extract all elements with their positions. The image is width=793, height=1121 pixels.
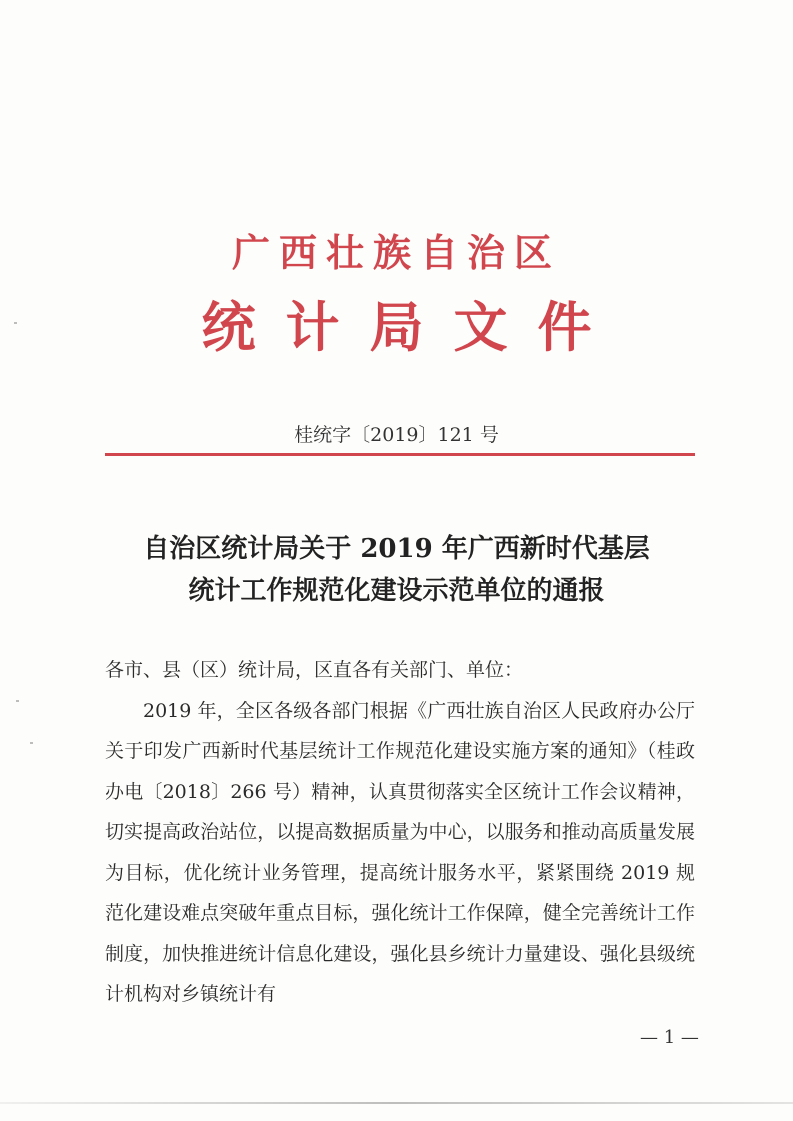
page-number: — 1 — [640,1027,699,1048]
body-paragraph: 2019 年，全区各级各部门根据《广西壮族自治区人民政府办公厅关于印发广西新时代基层统计工作规范化建设实施方案的通知》（桂政办电〔2018〕266 号）精神，认真贯彻落实全区统计工作会议精神，切实提高政治站位，以提高数据质量为中心，以服务和推动高质量发展为目标，优化统计业务管理，提高统计服务水平，紧紧围绕 2019 规范化建设难点突破年重点目标，强化统计工作保障，健全完善统计工作制度，加快推进统计信息化建设，强化县乡统计力量建设、强化县级统计机构对乡镇统计有 [105,699,695,1005]
issuer-region-heading: 广西壮族自治区 [231,230,561,275]
document-body [105,650,695,1015]
scan-speck [16,700,19,702]
title-line-1: 自治区统计局关于 2019 年广西新时代基层 [143,534,650,564]
scan-speck [30,742,33,744]
red-separator-line [105,453,695,456]
document-title [0,528,793,612]
issuer-document-heading: 统计局文件 [201,295,622,359]
title-line-2: 统计工作规范化建设示范单位的通报 [188,576,605,606]
salutation: 各市、县（区）统计局，区直各有关部门、单位： [105,659,524,681]
scan-speck [14,322,17,324]
document-number: 桂统字〔2019〕121 号 [294,424,499,446]
scan-bottom-edge [0,1102,793,1104]
